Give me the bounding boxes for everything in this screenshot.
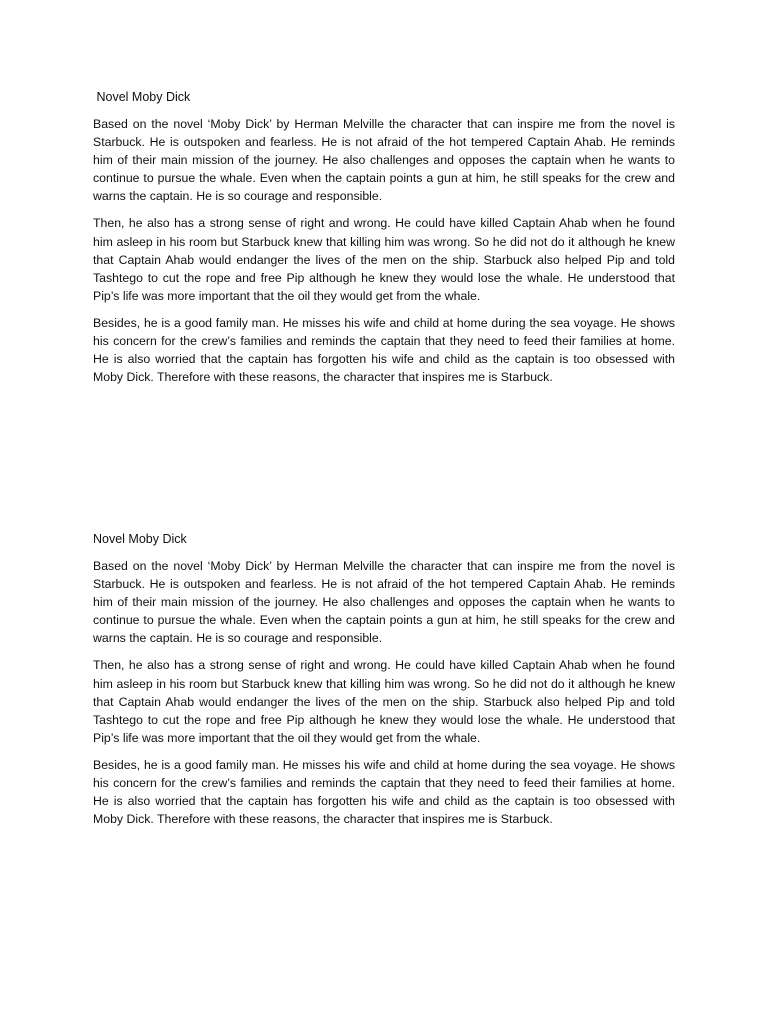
essay-paragraph-1: Based on the novel ‘Moby Dick’ by Herman Melville the character that can inspire me from the novel is Starbuck. He is outspoken and fearless. He is not afraid of the hot tempered Captain Ahab. He reminds him of their main mission of the journey. He also challenges and opposes the captain when he wants to continue to pursue the whale. Even when the captain points a gun at him, he still speaks for the crew and warns the captain. He is so courage and responsible. [93,117,675,204]
essay-paragraph-3: Besides, he is a good family man. He misses his wife and child at home during the sea voyage. He shows his concern for the crew’s families and reminds the captain that they need to feed their families at home. He is also worried that the captain has forgotten his wife and child as the captain is too obsessed with Moby Dick. Therefore with these reasons, the character that inspires me is Starbuck. [93,315,675,385]
essay-block-2 [93,530,675,837]
essay-paragraph-1: Based on the novel ‘Moby Dick’ by Herman Melville the character that can inspire me from the novel is Starbuck. He is outspoken and fearless. He is not afraid of the hot tempered Captain Ahab. He reminds him of their main mission of the journey. He also challenges and opposes the captain when he wants to continue to pursue the whale. Even when the captain points a gun at him, he still speaks for the crew and warns the captain. He is so courage and responsible. [93,559,675,646]
essay-block-1 [93,88,675,395]
essay-paragraph-3: Besides, he is a good family man. He misses his wife and child at home during the sea voyage. He shows his concern for the crew’s families and reminds the captain that they need to feed their families at home. He is also worried that the captain has forgotten his wife and child as the captain is too obsessed with Moby Dick. Therefore with these reasons, the character that inspires me is Starbuck. [93,757,675,827]
essay-title: Novel Moby Dick [93,90,191,104]
essay-title: Novel Moby Dick [93,532,187,546]
essay-paragraph-2: Then, he also has a strong sense of right and wrong. He could have killed Captain Ahab when he found him asleep in his room but Starbuck knew that killing him was wrong. So he did not do it although he knew that Captain Ahab would endanger the lives of the men on the ship. Starbuck also helped Pip and told Tashtego to cut the rope and free Pip although he knew they would lose the whale. He understood that Pip’s life was more important that the oil they would get from the whale. [93,216,675,303]
essay-paragraph-2: Then, he also has a strong sense of right and wrong. He could have killed Captain Ahab when he found him asleep in his room but Starbuck knew that killing him was wrong. So he did not do it although he knew that Captain Ahab would endanger the lives of the men on the ship. Starbuck also helped Pip and told Tashtego to cut the rope and free Pip although he knew they would lose the whale. He understood that Pip’s life was more important that the oil they would get from the whale. [93,658,675,745]
